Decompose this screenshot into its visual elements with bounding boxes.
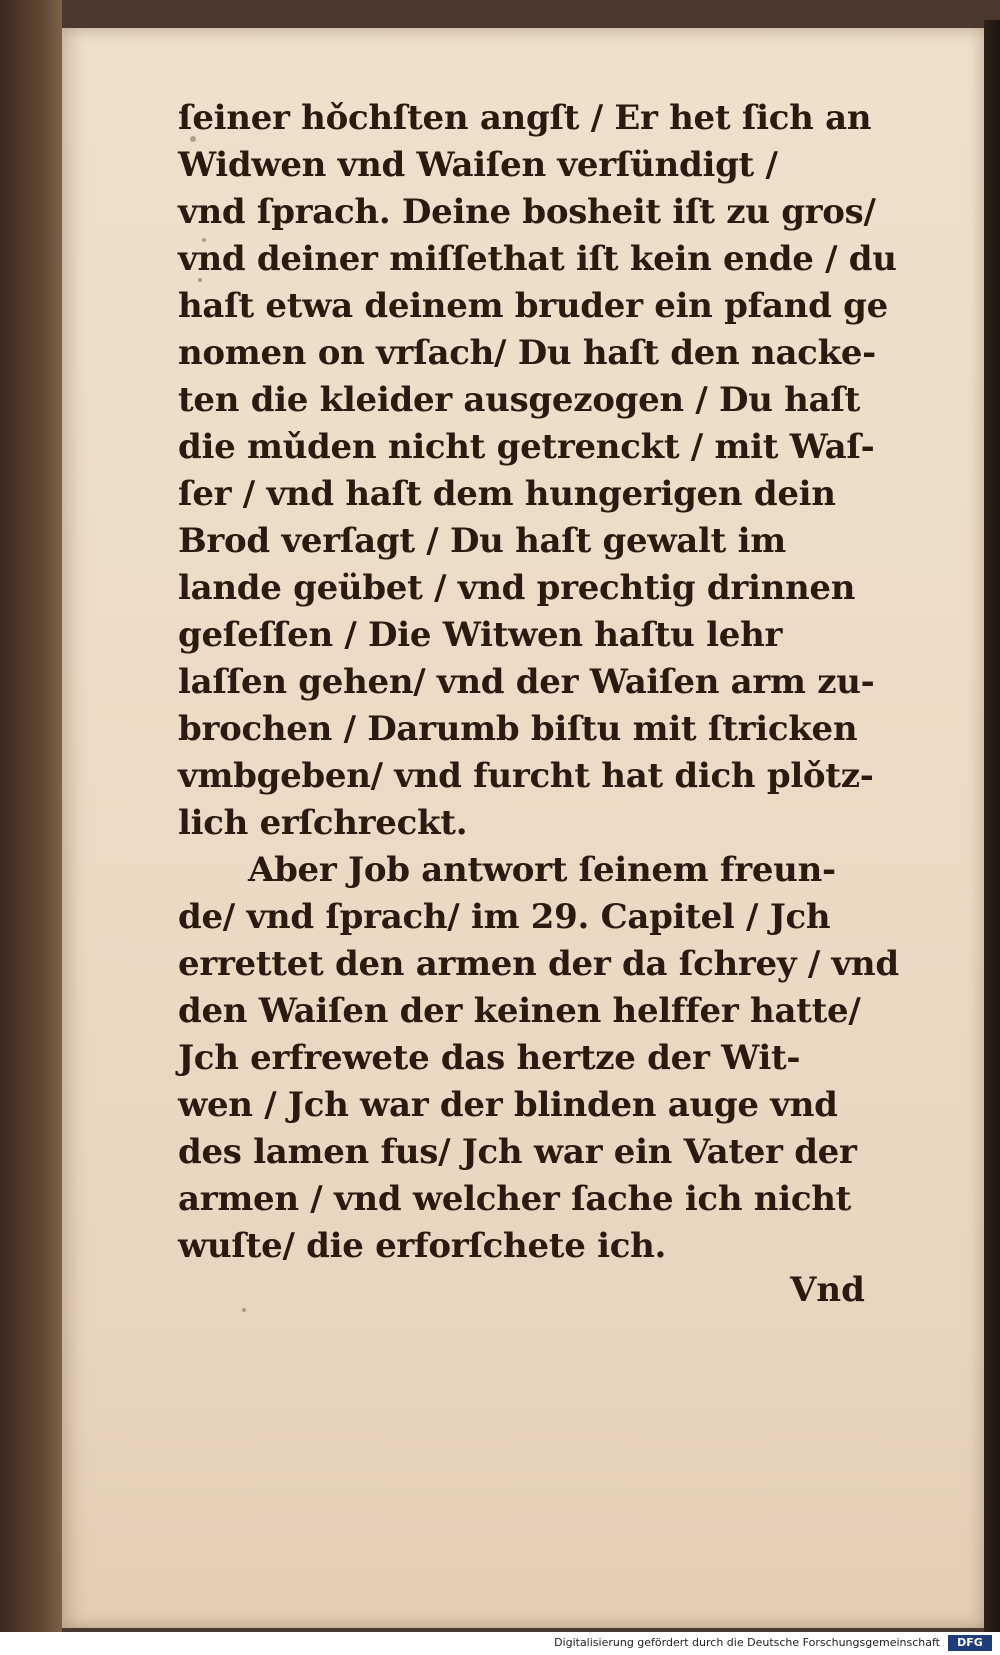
funding-credit: Digitalisierung gefördert durch die Deutsche Forschungsgemeinschaft [554, 1636, 940, 1649]
text-line: den Waiſen der keinen helffer hatte/ [178, 991, 861, 1031]
text-line: vmbgeben/ vnd furcht hat dich plǒtz- [178, 756, 874, 796]
text-line: Jch erfrewete das hertze der Wit- [178, 1038, 801, 1078]
catchword: Vnd [790, 1270, 865, 1310]
text-line: laſſen gehen/ vnd der Waiſen arm zu- [178, 662, 875, 702]
text-line: lande geübet / vnd prechtig drinnen [178, 568, 856, 608]
text-line: wen / Jch war der blinden auge vnd [178, 1085, 838, 1125]
dfg-logo: DFG [948, 1635, 992, 1651]
digitization-footer [0, 1632, 1000, 1655]
page-fore-edge [984, 20, 1000, 1640]
text-line: die mǔden nicht getrenckt / mit Waſ- [178, 427, 875, 467]
body-text [178, 95, 899, 1270]
text-line: Aber Job antwort ſeinem freun- [248, 850, 836, 890]
text-line: vnd deiner miſſethat iſt kein ende / du [178, 239, 897, 279]
text-line: brochen / Darumb biſtu mit ſtricken [178, 709, 858, 749]
text-line: nomen on vrſach/ Du haſt den nacke- [178, 333, 876, 373]
text-line: geſeſſen / Die Witwen haſtu lehr [178, 615, 783, 655]
text-line: lich erſchreckt. [178, 803, 468, 843]
text-line: armen / vnd welcher ſache ich nicht [178, 1179, 852, 1219]
ink-speck [242, 1308, 246, 1312]
binding-edge [0, 0, 62, 1655]
text-line: de/ vnd ſprach/ im 29. Capitel / Jch [178, 897, 831, 937]
text-line: vnd ſprach. Deine bosheit iſt zu gros/ [178, 192, 876, 232]
text-line: haſt etwa deinem bruder ein pfand ge [178, 286, 888, 326]
text-line: wuſte/ die erforſchete ich. [178, 1226, 667, 1266]
text-line: ſer / vnd haſt dem hungerigen dein [178, 474, 836, 514]
text-line: des lamen fus/ Jch war ein Vater der [178, 1132, 857, 1172]
text-line: errettet den armen der da ſchrey / vnd [178, 944, 899, 984]
text-line: Brod verſagt / Du haſt gewalt im [178, 521, 786, 561]
text-line: ten die kleider ausgezogen / Du haſt [178, 380, 861, 420]
text-line: Widwen vnd Waiſen verſündigt / [178, 145, 778, 185]
text-line: ſeiner hǒchſten angſt / Er het ſich an [178, 98, 872, 138]
